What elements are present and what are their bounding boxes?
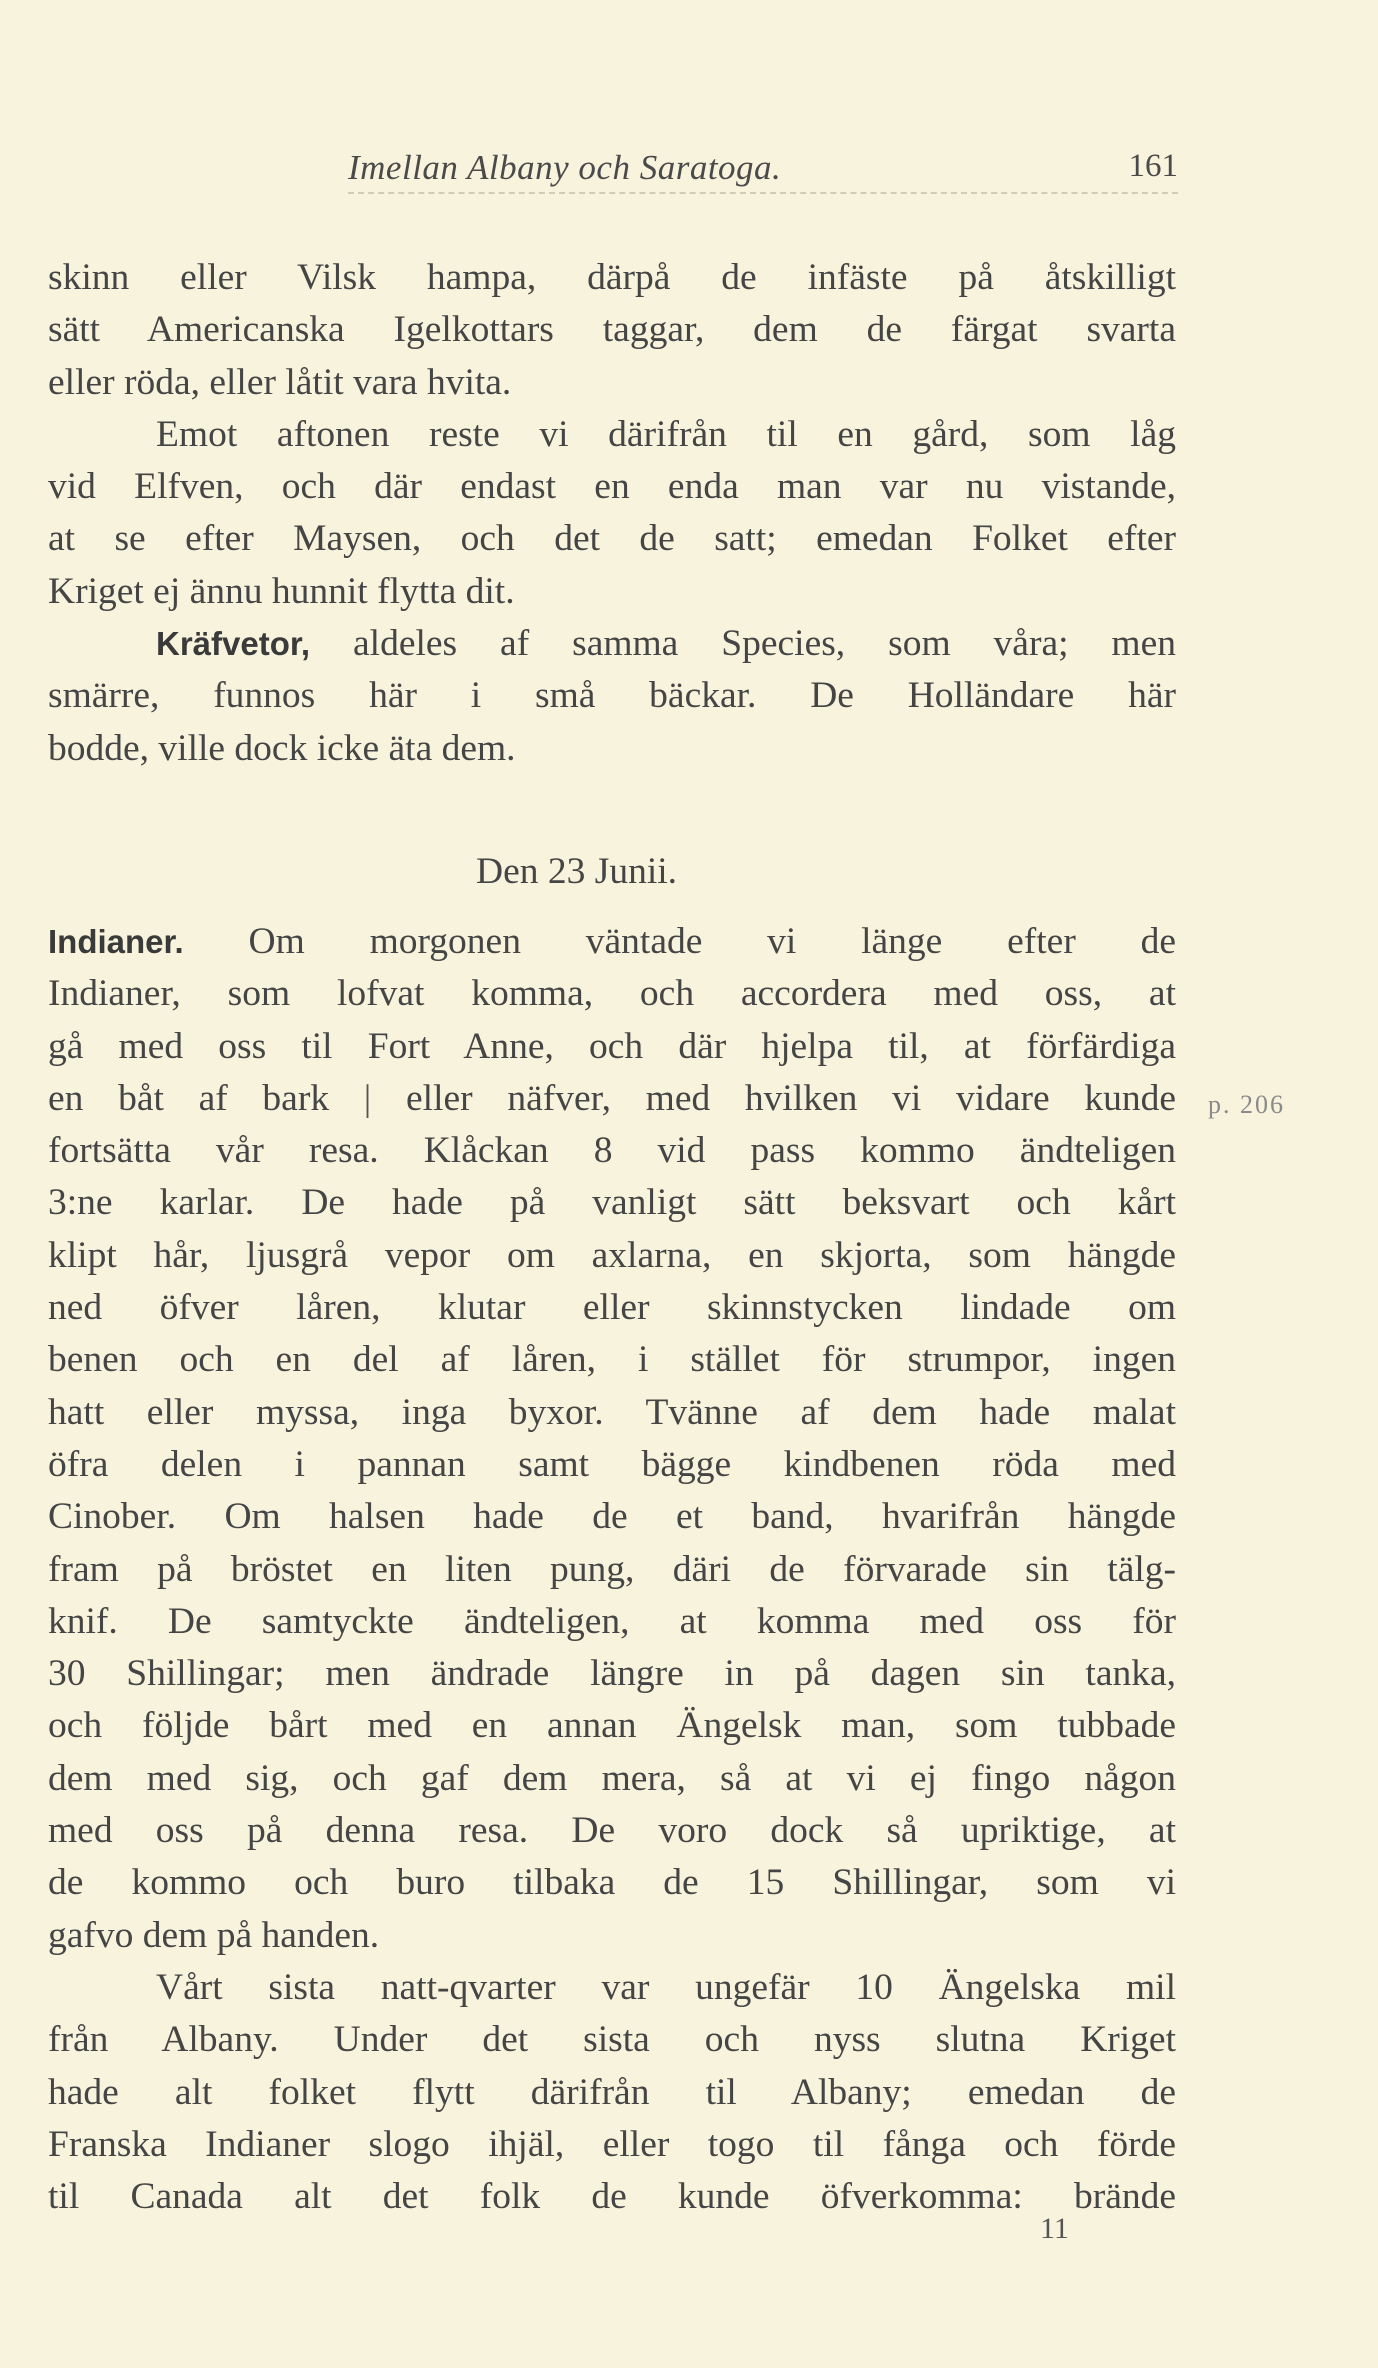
text-line: ned öfver låren, klutar eller skinnstycken lindade om xyxy=(48,1287,1176,1329)
text-line: knif. De samtyckte ändteligen, at komma med oss för xyxy=(48,1600,1176,1642)
paragraph-block-2 xyxy=(48,916,1176,2223)
text-line: från Albany. Under det sista och nyss slutna Kriget xyxy=(48,2019,1176,2061)
text-line: Cinober. Om halsen hade de et band, hvarifrån hängde xyxy=(48,1496,1176,1538)
text-line xyxy=(48,916,1176,968)
text-line: smärre, funnos här i små bäckar. De Holländare här xyxy=(48,675,1176,717)
text-line: gå med oss til Fort Anne, och där hjelpa til, at förfärdiga xyxy=(48,1025,1176,1067)
indianer-label: Indianer. xyxy=(48,923,184,960)
text-line: til Canada alt det folk de kunde öfverkomma: brände xyxy=(48,2176,1176,2218)
text-line: 3:ne karlar. De hade på vanligt sätt beksvart och kårt xyxy=(48,1182,1176,1224)
text-line: Indianer, som lofvat komma, och accordera med oss, at xyxy=(48,973,1176,1015)
text-line: öfra delen i pannan samt bägge kindbenen röda med xyxy=(48,1443,1176,1485)
text-line: hade alt folket flytt därifrån til Albany; emedan de xyxy=(48,2071,1176,2113)
text-line: sätt Americanska Igelkottars taggar, dem de färgat svarta xyxy=(48,309,1176,351)
text-line: 30 Shillingar; men ändrade längre in på dagen sin tanka, xyxy=(48,1653,1176,1695)
text-line: hatt eller myssa, inga byxor. Tvänne af dem hade malat xyxy=(48,1391,1176,1433)
text-line: skinn eller Vilsk hampa, därpå de infäste på åtskilligt xyxy=(48,257,1176,298)
text-line: at se efter Maysen, och det de satt; emedan Folket efter xyxy=(48,518,1176,560)
paragraph-block-1 xyxy=(48,252,1176,775)
text-line: och följde bårt med en annan Ängelsk man, som tubbade xyxy=(48,1705,1176,1747)
text-line: Kriget ej ännu hunnit flytta dit. xyxy=(48,570,515,612)
text-line: Vårt sista natt-qvarter var ungefär 10 Ängelska mil xyxy=(156,1966,1176,2008)
text-line-part: eller näfver, med hvilken vi vidare kunde xyxy=(406,1077,1176,1119)
page-number: 161 xyxy=(1128,148,1178,184)
text-line: de kommo och buro tilbaka de 15 Shillingar, som vi xyxy=(48,1862,1176,1904)
text-line: bodde, ville dock icke äta dem. xyxy=(48,727,516,769)
header-rule xyxy=(348,192,1178,194)
text-line: klipt hår, ljusgrå vepor om axlarna, en skjorta, som hängde xyxy=(48,1234,1176,1276)
text-line: Franska Indianer slogo ihjäl, eller togo til fånga och förde xyxy=(48,2123,1176,2165)
running-title: Imellan Albany och Saratoga. xyxy=(348,148,782,187)
text-line: med oss på denna resa. De voro dock så upriktige, at xyxy=(48,1810,1176,1852)
text-line: vid Elfven, och där endast en enda man var nu vistande, xyxy=(48,466,1176,508)
margin-page-reference: p. 206 xyxy=(1208,1090,1285,1119)
text-line xyxy=(48,1073,1176,1125)
date-heading: Den 23 Junii. xyxy=(476,851,678,892)
text-line: eller röda, eller låtit vara hvita. xyxy=(48,361,512,403)
text-line: fram på bröstet en liten pung, däri de förvarade sin tälg- xyxy=(48,1548,1176,1590)
text-line: benen och en del af låren, i stället för strumpor, ingen xyxy=(48,1339,1176,1381)
text-line-rest: aldeles af samma Species, som våra; men xyxy=(353,623,1176,665)
text-line: fortsätta vår resa. Klåckan 8 vid pass kommo ändteligen xyxy=(48,1130,1176,1172)
text-line: dem med sig, och gaf dem mera, så at vi ej fingo någon xyxy=(48,1757,1176,1799)
page-header xyxy=(48,148,1178,188)
text-line: Emot aftonen reste vi därifrån til en gård, som låg xyxy=(156,413,1176,455)
date-heading-wrap xyxy=(48,846,1176,898)
text-line-part: en båt af bark xyxy=(48,1077,330,1119)
text-line-rest: Om morgonen väntade vi länge efter de xyxy=(248,921,1177,962)
text-line: gafvo dem på handen. xyxy=(48,1914,380,1956)
kraftvetor-label: Kräfvetor, xyxy=(156,625,311,663)
signature-mark: 11 xyxy=(1040,2212,1069,2245)
page-break-mark: | xyxy=(363,1077,372,1119)
text-line xyxy=(48,618,1176,670)
